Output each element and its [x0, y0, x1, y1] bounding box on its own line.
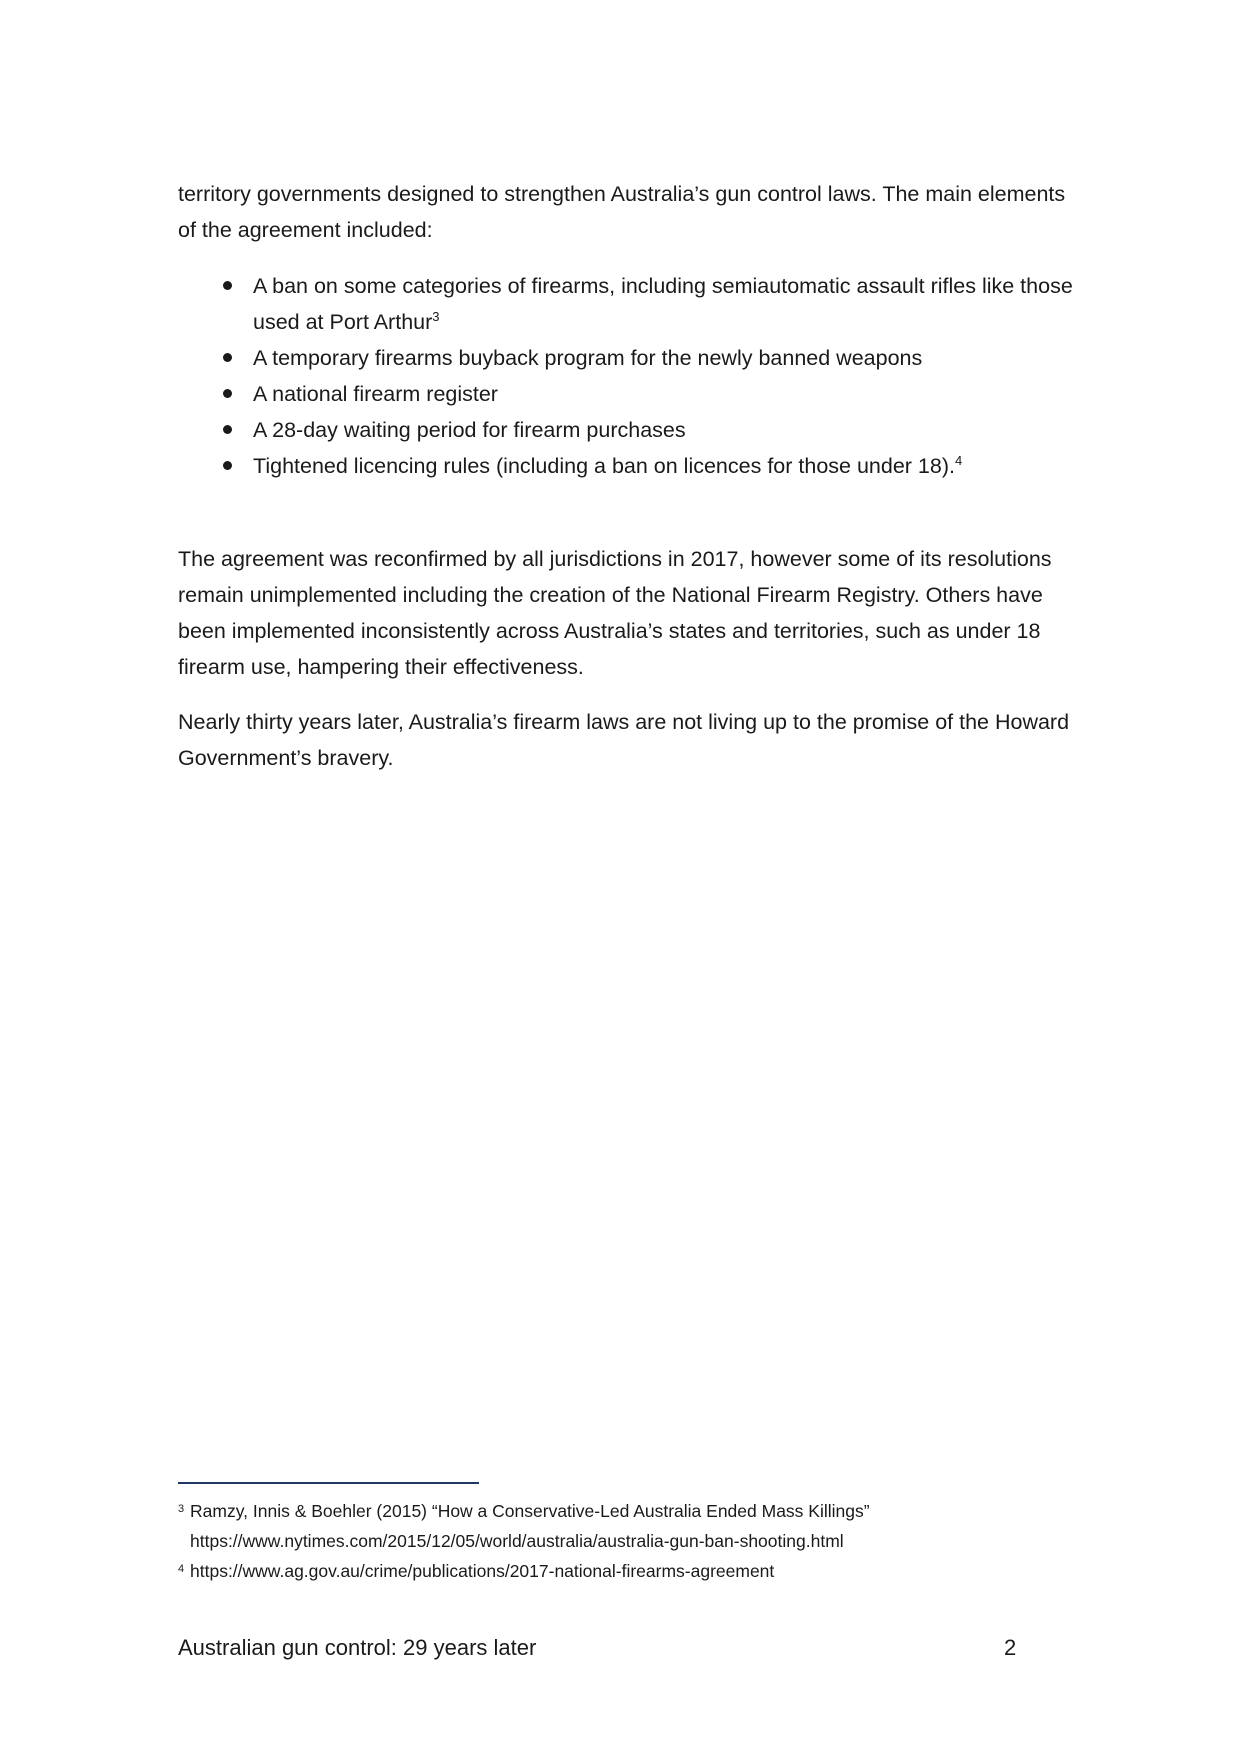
footnote-ref[interactable]: 3 — [432, 308, 440, 324]
footnote-4 — [178, 1556, 1078, 1586]
list-item — [178, 340, 1078, 376]
footnote-link[interactable]: https://www.nytimes.com/2015/12/05/world/australia/australia-gun-ban-shooting.html — [190, 1531, 844, 1551]
page-number: 2 — [1004, 1635, 1017, 1660]
list-item-text: A ban on some categories of firearms, including semiautomatic assault rifles like those used at Port Arthur — [253, 274, 1073, 334]
list-item — [178, 412, 1078, 448]
bullet-icon — [223, 353, 232, 362]
list-item — [178, 268, 1078, 340]
footnote-link[interactable]: https://www.ag.gov.au/crime/publications/2017-national-firearms-agreement — [190, 1561, 775, 1581]
footer-title: Australian gun control: 29 years later — [178, 1635, 537, 1660]
footnote-3 — [178, 1496, 1078, 1556]
bullet-icon — [223, 281, 232, 290]
footnote-text: Ramzy, Innis & Boehler (2015) “How a Conservative-Led Australia Ended Mass Killings” — [190, 1501, 870, 1521]
list-item-text: A national firearm register — [253, 382, 498, 406]
list-item-text: A 28-day waiting period for firearm purchases — [253, 418, 686, 442]
footnote-ref[interactable]: 4 — [954, 452, 963, 468]
footnote-number: 3 — [178, 1503, 185, 1515]
paragraph-reconfirmation: The agreement was reconfirmed by all jurisdictions in 2017, however some of its resolutions remain unimplemented including the creation of the National Firearm Registry. Others have been implemented inconsistently across Australia’s states and territories, such as under 18 firearm use, hampering their effectiveness. — [178, 547, 1052, 679]
list-item — [178, 376, 1078, 412]
agreement-elements-list — [178, 268, 1078, 484]
list-item — [178, 448, 1078, 484]
footnote-separator — [178, 1482, 479, 1484]
intro-paragraph: territory governments designed to strengthen Australia’s gun control laws. The main elements of the agreement included: — [178, 182, 1066, 242]
list-item-text: A temporary firearms buyback program for the newly banned weapons — [253, 346, 923, 370]
bullet-icon — [223, 461, 232, 470]
paragraph-conclusion: Nearly thirty years later, Australia’s firearm laws are not living up to the promise of the Howard Government’s bravery. — [178, 710, 1070, 770]
footnotes — [178, 1496, 1078, 1586]
list-item-text: Tightened licencing rules (including a ban on licences for those under 18). — [253, 454, 955, 478]
footnote-number: 4 — [178, 1563, 185, 1575]
bullet-icon — [223, 425, 232, 434]
bullet-icon — [223, 389, 232, 398]
